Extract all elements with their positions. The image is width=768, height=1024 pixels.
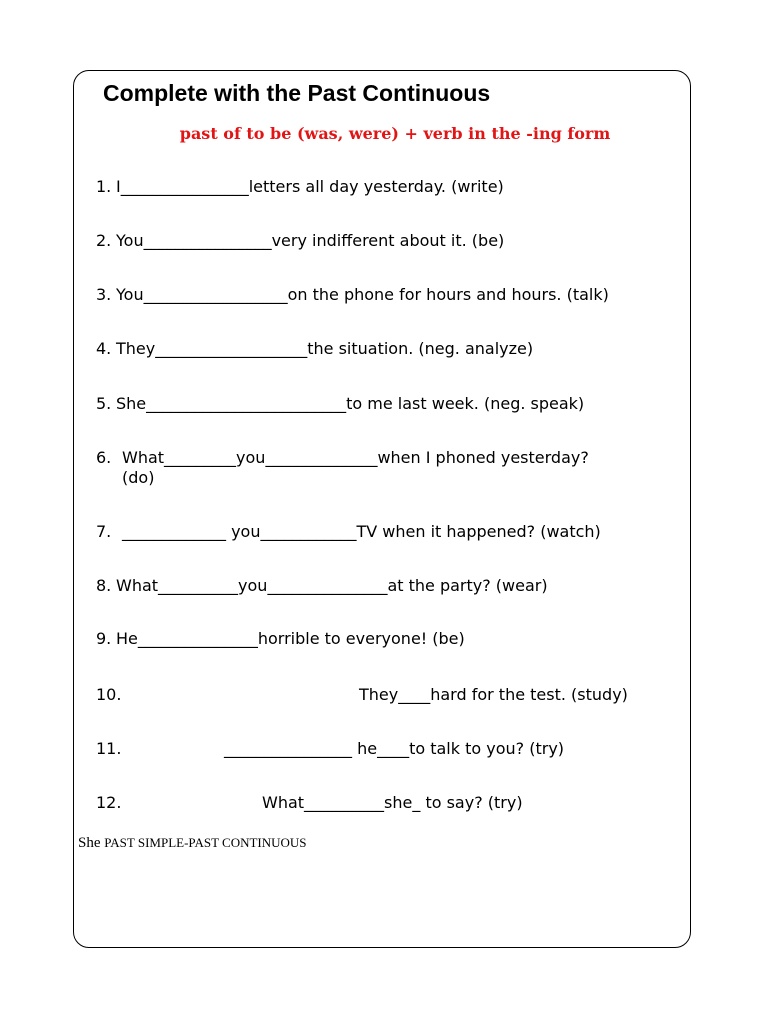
exercise-text: She_________________________to me last week. (neg. speak) (116, 394, 585, 413)
exercise-text: They____hard for the test. (study) (359, 685, 628, 704)
exercise-number: 5. (96, 394, 112, 413)
exercise-hint: (do) (122, 468, 155, 487)
exercise-text: ________________ he____to talk to you? (try) (224, 739, 565, 758)
exercise-text: _____________ you____________TV when it happened? (watch) (122, 522, 601, 541)
worksheet-frame (73, 70, 691, 948)
exercise-text: You__________________on the phone for hours and hours. (talk) (116, 285, 609, 304)
exercise-number: 2. (96, 231, 112, 250)
exercise-number: 10. (96, 685, 122, 704)
worksheet-title: Complete with the Past Continuous (103, 80, 491, 106)
exercise-text: You________________very indifferent about it. (be) (116, 231, 505, 250)
exercise-text: What__________she_ to say? (try) (262, 793, 523, 812)
exercise-text: They___________________the situation. (neg. analyze) (116, 339, 534, 358)
exercise-number: 3. (96, 285, 112, 304)
exercise-text: I________________letters all day yesterday. (write) (116, 177, 504, 196)
footer-caption: PAST SIMPLE-PAST CONTINUOUS (104, 835, 307, 850)
exercise-number: 9. (96, 629, 112, 648)
exercise-number: 8. (96, 576, 112, 595)
exercise-text: What__________you_______________at the party? (wear) (116, 576, 548, 595)
exercise-number: 7. (96, 522, 112, 541)
grammar-rule: past of to be (was, were) + verb in the -ing form (179, 124, 611, 143)
exercise-number: 12. (96, 793, 122, 812)
footer-note (78, 835, 307, 852)
exercise-text: What_________you______________when I phoned yesterday? (122, 448, 589, 467)
exercise-number: 1. (96, 177, 112, 196)
exercise-text: He_______________horrible to everyone! (be) (116, 629, 465, 648)
exercise-number: 4. (96, 339, 112, 358)
exercise-number: 11. (96, 739, 122, 758)
footer-lead: She (78, 835, 101, 851)
exercise-number: 6. (96, 448, 112, 467)
